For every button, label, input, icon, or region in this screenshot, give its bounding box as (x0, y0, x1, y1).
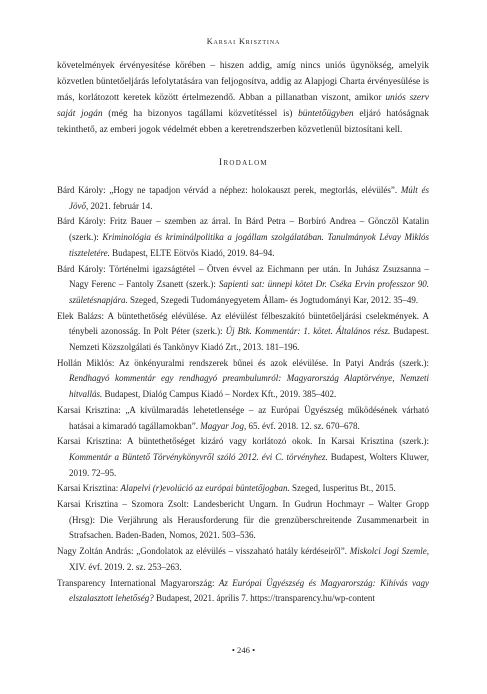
entry-text: 2021. február 14. (88, 200, 153, 211)
intro-text-2: (még ha bizonyos tagállami közvetítéssel is) (102, 109, 299, 120)
bibliography-entry (57, 576, 429, 607)
bibliography-entry (57, 356, 429, 403)
entry-text: Bárd Károly: Történelmi igazságtétel – Ötven évvel az Eichmann per után. In Juhász Zsuzsanna – Nagy Ferenc – Fantoly Zsanett (szerk.): (57, 263, 429, 290)
bibliography-entry (57, 497, 429, 544)
entry-text: Bárd Károly: „Hogy ne tapadjon vérvád a néphez: holokauszt perek, megtorlás, elévülés”. (57, 185, 401, 195)
entry-title: Kriminológia és kriminálpolitika a jogállam szolgálatában. Tanulmányok Lévay Miklós tiszteletére. (69, 232, 429, 258)
entry-text: Budapest, Dialóg Campus Kiadó – Nordex Kft., 2019. 385–402. (102, 389, 337, 400)
entry-text: 65. évf. 2018. 12. sz. 670–678. (246, 420, 360, 431)
entry-text: Szeged, Iusperitus Bt., 2015. (289, 483, 396, 494)
entry-text: Karsai Krisztina: (57, 483, 121, 494)
bibliography-list (57, 183, 429, 607)
entry-text: Karsai Krisztina: A büntethetőséget kizáró vagy korlátozó okok. In Karsai Krisztina (szerk.): (57, 436, 429, 447)
entry-title: Miskolci Jogi Szemle, (349, 546, 429, 557)
intro-text-3: eljáró hatóságnak tekinthető, az emberi jogok védelmét ebben a keretrendszerben közvetlenül biztosítani kell. (57, 109, 429, 136)
entry-text: Budapest, 2021. április 7. https://transparency.hu/wp-content (153, 593, 375, 604)
entry-text: XIV. évf. 2019. 2. sz. 253–263. (69, 561, 182, 572)
entry-text: Elek Balázs: A büntethetőség elévülése. Az elévülést félbeszakító büntetőeljárási cselekmények. A ténybeli azonosság. In Polt Péter (szerk.): (57, 310, 429, 337)
entry-text: Transparency International Magyarország: (57, 577, 219, 588)
entry-title: Sapienti sat: ünnepi kötet Dr. Cséka Ervin professzor 90. születésnapjára. (69, 279, 429, 305)
bibliography-entry (57, 262, 429, 309)
entry-title: Új Btk. Kommentár: 1. kötet. Általános rész. (225, 326, 391, 337)
intro-italic-2: büntetőügyben (298, 109, 354, 120)
entry-text: Budapest, ELTE Eötvös Kiadó, 2019. 84–94. (109, 247, 275, 258)
page-number: • 246 • (231, 645, 256, 655)
entry-text: Bárd Károly: Fritz Bauer – szemben az árral. In Bárd Petra – Borbíró Andrea – Gönczöl Katalin (szerk.): (57, 216, 429, 243)
bibliography-entry (57, 214, 429, 261)
entry-title: Múlt és Jövő, (69, 185, 429, 211)
entry-text: Karsai Krisztina – Szomora Zsolt: Landesbericht Ungarn. In Gudrun Hochmayr – Walter Gropp (Hrsg): Die Verjährung als Herausforderung für die grenzüberschreitende Zusammenarbeit in Strafsachen. Baden-Baden, Nomos, 2021. 503–536. (57, 499, 429, 541)
entry-text: Szeged, Szegedi Tudományegyetem Állam- és Jogtudományi Kar, 2012. 35–49. (127, 294, 419, 305)
entry-text: Hollán Miklós: Az önkényuralmi rendszerek bűnei és azok elévülése. In Patyi András (szerk.): (57, 357, 429, 368)
intro-text-1: követelmények érvényesítése körében – hiszen addig, amíg nincs uniós ügynökség, amelyik közvetlen büntetőeljárás lefolytatására van feljogosítva, addig az Alapjogi Charta érvényesülése is más, korlátozott keretek között értelmezendő. Abban a pillanatban viszont, amikor (57, 61, 429, 104)
bibliography-entry (57, 481, 429, 497)
intro-italic-1: uniós szerv saját jogán (57, 93, 429, 120)
entry-title: Alapelvi (r)evolúció az európai büntetőjogban. (120, 483, 290, 494)
entry-title: Az Európai Ügyészség és Magyarország: Kihívás vagy elszalasztott lehetőség? (69, 577, 429, 604)
entry-text: Nagy Zoltán András: „Gondolatok az elévülés – visszaható hatály kérdéseiről”. (57, 546, 350, 557)
bibliography-entry (57, 434, 429, 481)
intro-paragraph (57, 58, 429, 138)
bibliography-entry (57, 403, 429, 434)
bibliography-entry (57, 183, 429, 214)
running-head: Karsai Krisztina (206, 37, 281, 46)
entry-text: Budapest, Wolters Kluwer, 2019. 72–95. (69, 451, 429, 478)
bibliography-entry (57, 544, 429, 575)
entry-text: Budapest. Nemzeti Közszolgálati és Tankönyv Kiadó Zrt., 2013. 181–196. (69, 326, 430, 353)
entry-text: Karsai Krisztina: „A kívülmaradás lehetetlensége – az Európai Ügyészség működésének várható hatásai a kimaradó tagállamokban”. (57, 404, 429, 431)
entry-title: Magyar Jog, (200, 420, 247, 431)
section-heading: Irodalom (219, 158, 268, 168)
entry-title: Kommentár a Büntető Törvénykönyvről szóló 2012. évi C. törvényhez. (69, 451, 328, 462)
bibliography-entry (57, 309, 429, 356)
entry-title: Rendhagyó kommentár egy rendhagyó preambulumról: Magyarország Alaptörvénye, Nemzeti hitvallás. (69, 373, 429, 400)
